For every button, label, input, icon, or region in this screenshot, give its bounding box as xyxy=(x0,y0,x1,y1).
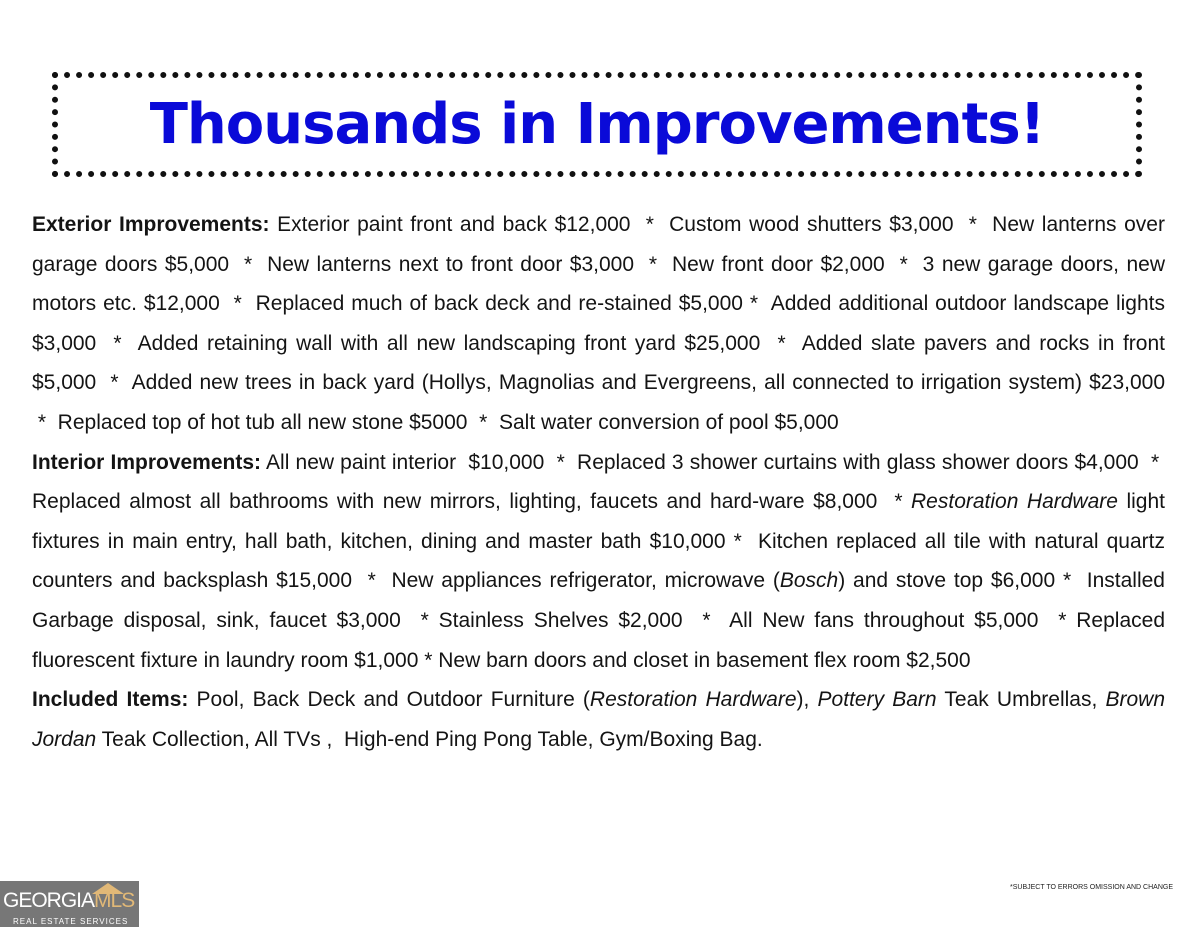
exterior-paragraph xyxy=(32,205,1165,443)
included-brand-restoration-hardware: Restoration Hardware xyxy=(589,688,797,712)
house-roof-icon xyxy=(92,883,124,894)
disclaimer: *SUBJECT TO ERRORS OMISSION AND CHANGE xyxy=(1010,884,1173,891)
improvements-body xyxy=(32,205,1165,759)
title-banner xyxy=(52,72,1142,177)
interior-brand-restoration-hardware: Restoration Hardware xyxy=(911,490,1118,514)
interior-text-3: ) and stove top $6,000 * Installed Garbage disposal, sink, faucet $3,000 * Stainless Shelves $2,000 * All New fans throughout $5,000 * Replaced fluorescent fixture in laundry room $1,000 * New barn doors and closet in basement flex room $2,500 xyxy=(32,569,1165,672)
exterior-text: Exterior paint front and back $12,000 * Custom wood shutters $3,000 * New lanterns over garage doors $5,000 * New lanterns next to front door $3,000 * New front door $2,000 * 3 new garage doors, new motors etc. $12,000 * Replaced much of back deck and re-stained $5,000 * Added additional outdoor landscape lights $3,000 * Added retaining wall with all new landscaping front yard $25,000 * Added slate pavers and rocks in front $5,000 * Added new trees in back yard (Hollys, Magnolias and Evergreens, all connected to irrigation system) $23,000 * Replaced top of hot tub all new stone $5000 * Salt water conversion of pool $5,000 xyxy=(32,213,1165,434)
page-title: Thousands in Improvements! xyxy=(149,92,1045,157)
interior-text-2: light fixtures in main entry, hall bath, kitchen, dining and master bath $10,000 * Kitchen replaced all tile with natural quartz counters and backsplash $15,000 * New appliances refrigerator, microwave ( xyxy=(32,490,1165,593)
georgia-mls-logo xyxy=(0,881,139,927)
included-paragraph xyxy=(32,680,1165,759)
logo-tagline: REAL ESTATE SERVICES xyxy=(13,917,129,926)
included-text-3: Teak Umbrellas, xyxy=(936,688,1106,712)
included-label: Included Items: xyxy=(32,688,189,712)
included-text-4: Teak Collection, All TVs , High-end Ping Pong Table, Gym/Boxing Bag. xyxy=(96,727,763,751)
logo-primary: GEORGIA xyxy=(3,889,95,912)
interior-text-1: All new paint interior $10,000 * Replaced 3 shower curtains with glass shower doors $4,000 * Replaced almost all bathrooms with new mirrors, lighting, faucets and hard-ware $8,000 * xyxy=(32,450,1165,514)
interior-brand-bosch: Bosch xyxy=(779,569,839,593)
included-brand-pottery-barn: Pottery Barn xyxy=(817,688,937,712)
logo-accent: MLS xyxy=(94,889,135,912)
interior-paragraph xyxy=(32,443,1165,681)
included-text-1: Pool, Back Deck and Outdoor Furniture ( xyxy=(188,688,590,712)
interior-label: Interior Improvements: xyxy=(32,450,262,474)
included-brand-brown-jordan: Brown Jordan xyxy=(32,688,1165,751)
exterior-label: Exterior Improvements: xyxy=(32,213,270,236)
included-text-2: ), xyxy=(796,688,818,712)
